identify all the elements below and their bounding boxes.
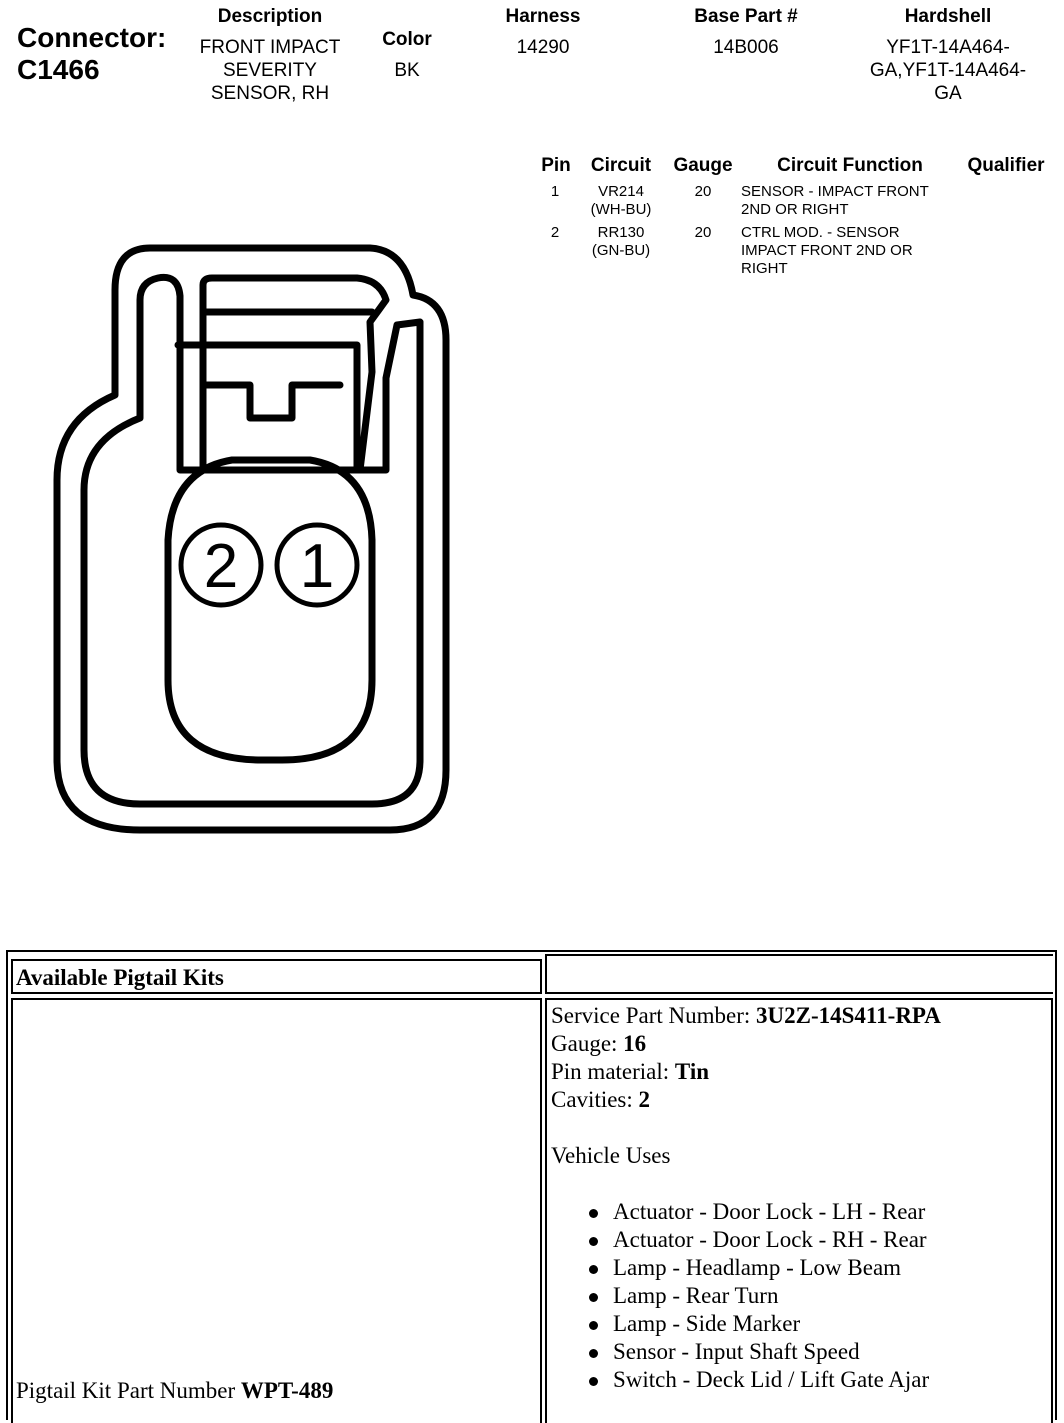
list-item [551, 1366, 941, 1394]
harness-value: 14290 [516, 37, 570, 58]
list-item-text: Actuator - Door Lock - RH - Rear [613, 1227, 927, 1252]
list-item [551, 1282, 941, 1310]
list-item [551, 1226, 941, 1254]
connector-label: Connector: [17, 22, 167, 53]
bullet-icon [589, 1377, 598, 1386]
pigtail-title: Available Pigtail Kits [16, 965, 224, 990]
circuit-column-header: Circuit [590, 155, 652, 176]
pigtail-title-cell [11, 959, 542, 994]
pin-2-label: 2 [203, 532, 239, 601]
list-item-text: Lamp - Side Marker [613, 1311, 801, 1336]
service-part-number: 3U2Z-14S411-RPA [756, 1003, 941, 1028]
service-part-line [551, 1002, 941, 1030]
service-part-label: Service Part Number: [551, 1003, 757, 1028]
pin-circuit: RR130 (GN-BU) [591, 224, 651, 259]
pin-number: 1 [550, 183, 560, 200]
list-item-text: Sensor - Input Shaft Speed [613, 1339, 860, 1364]
pin-function: SENSOR - IMPACT FRONT 2ND OR RIGHT [741, 183, 929, 218]
gauge-value: 16 [623, 1031, 647, 1056]
key-notch [203, 385, 340, 418]
cavities-line [551, 1086, 941, 1114]
bullet-icon [589, 1293, 598, 1302]
pigtail-title-right-cell [545, 954, 1053, 994]
pin-gauge: 20 [694, 183, 712, 200]
cavities-value: 2 [638, 1087, 651, 1112]
bullet-icon [589, 1349, 598, 1358]
hardshell-value: YF1T-14A464- GA,YF1T-14A464- GA [869, 37, 1027, 104]
color-header: Color [382, 29, 432, 50]
kit-part-line [16, 1377, 333, 1405]
circuit-function-column-header: Circuit Function [777, 155, 923, 176]
pin-material-label: Pin material: [551, 1059, 675, 1084]
pin-circuit: VR214 (WH-BU) [590, 183, 652, 218]
pigtail-kit-cell [11, 998, 542, 1423]
pin-function: CTRL MOD. - SENSOR IMPACT FRONT 2ND OR RIGHT [741, 224, 913, 277]
list-item [551, 1198, 941, 1226]
cavities-label: Cavities: [551, 1087, 639, 1112]
hardshell-header: Hardshell [904, 6, 992, 27]
pin-1-label: 1 [299, 532, 335, 601]
list-item-text: Lamp - Rear Turn [613, 1283, 779, 1308]
bullet-icon [589, 1209, 598, 1218]
pin-material-value: Tin [674, 1059, 710, 1084]
bullet-icon [589, 1321, 598, 1330]
gauge-label: Gauge: [551, 1031, 624, 1056]
harness-header: Harness [505, 6, 581, 27]
connector-id: C1466 [17, 54, 100, 85]
bullet-icon [589, 1265, 598, 1274]
list-item [551, 1338, 941, 1366]
kit-part-label: Pigtail Kit Part Number [16, 1378, 241, 1403]
list-item-text: Switch - Deck Lid / Lift Gate Ajar [613, 1367, 930, 1392]
color-value: BK [394, 60, 420, 81]
base-part-header: Base Part # [694, 6, 798, 27]
gauge-column-header: Gauge [673, 155, 733, 176]
vehicle-uses-list [551, 1198, 941, 1394]
cavity-body-outline [168, 460, 372, 760]
pigtail-details [551, 1002, 941, 1394]
bullet-icon [589, 1237, 598, 1246]
qualifier-column-header: Qualifier [967, 155, 1045, 176]
list-item [551, 1310, 941, 1338]
gauge-line [551, 1030, 941, 1058]
base-part-value: 14B006 [713, 37, 779, 58]
description-header: Description [217, 6, 323, 27]
pin-material-line [551, 1058, 941, 1086]
pin-column-header: Pin [541, 155, 571, 176]
list-item-text: Actuator - Door Lock - LH - Rear [613, 1199, 926, 1224]
list-item-text: Lamp - Headlamp - Low Beam [613, 1255, 902, 1280]
description-value: FRONT IMPACT SEVERITY SENSOR, RH [199, 37, 341, 104]
pin-number: 2 [550, 224, 560, 241]
vehicle-uses-heading: Vehicle Uses [551, 1143, 671, 1168]
list-item [551, 1254, 941, 1282]
kit-part-number: WPT-489 [240, 1378, 334, 1403]
pigtail-details-cell [545, 998, 1053, 1423]
pin-gauge: 20 [694, 224, 712, 241]
